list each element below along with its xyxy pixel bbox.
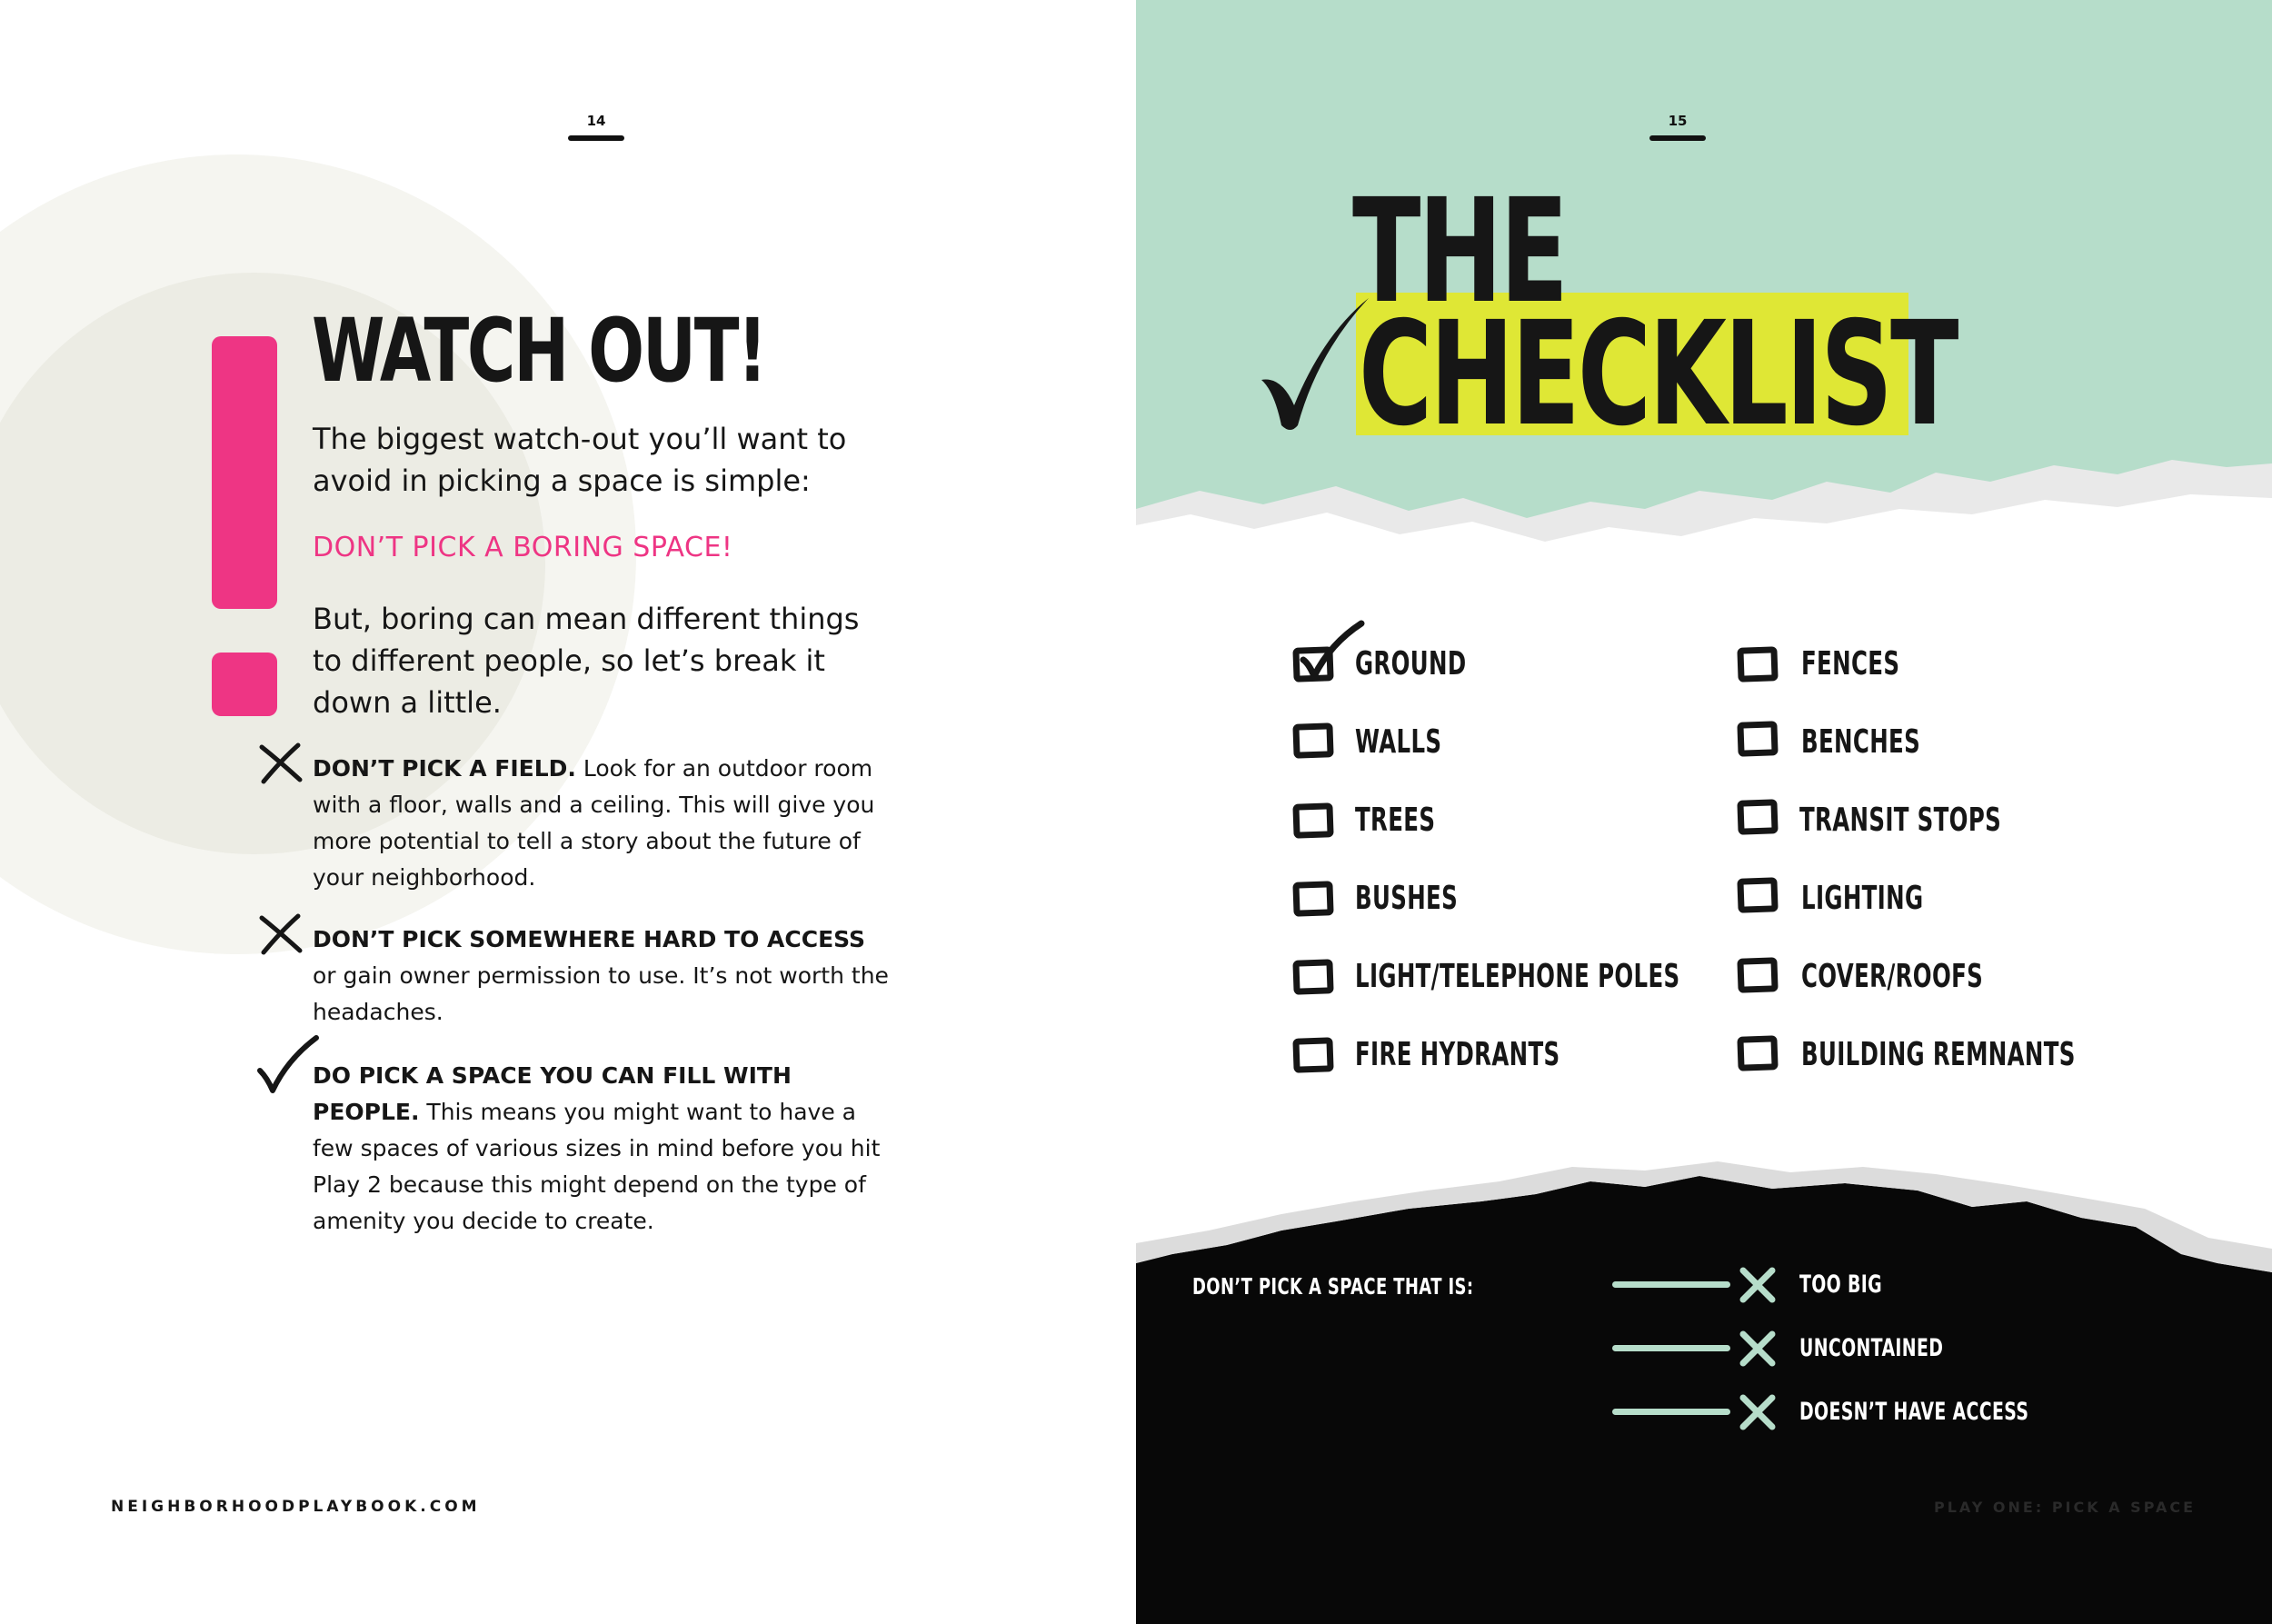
- connector-line: [1612, 1345, 1730, 1351]
- torn-paper-edge-top: [1136, 454, 2272, 609]
- cross-icon: [256, 742, 305, 785]
- connector-line: [1612, 1281, 1730, 1288]
- tip-item: [313, 751, 894, 896]
- checkbox-benches[interactable]: [1737, 721, 1778, 757]
- tip-item: [313, 1058, 894, 1240]
- cross-icon: [1738, 1392, 1778, 1432]
- section-footer: PLAY ONE: PICK A SPACE: [1934, 1499, 2196, 1516]
- page-number-rule: [568, 135, 624, 141]
- checkbox-fences[interactable]: [1737, 646, 1778, 682]
- checklist-item-bushes: BUSHES: [1355, 880, 1459, 917]
- page-number-right: 15: [1668, 113, 1688, 129]
- checklist-item-building-remnants: BUILDING REMNANTS: [1801, 1036, 2076, 1073]
- checkbox-walls[interactable]: [1292, 722, 1333, 759]
- checkbox-poles[interactable]: [1292, 959, 1333, 995]
- checklist-item-benches: BENCHES: [1801, 723, 1921, 761]
- checkbox-transit-stops[interactable]: [1737, 799, 1778, 835]
- cross-icon: [1738, 1329, 1778, 1369]
- exclamation-bar-icon: [212, 336, 277, 609]
- checklist-item-poles: LIGHT/TELEPHONE POLES: [1355, 958, 1680, 995]
- connector-line: [1612, 1409, 1730, 1415]
- checklist-item-ground: GROUND: [1355, 645, 1467, 682]
- check-icon: [256, 1034, 320, 1096]
- dont-pick-item-uncontained: UNCONTAINED: [1799, 1334, 1944, 1362]
- cross-icon: [256, 912, 305, 956]
- dont-pick-title: DON’T PICK A SPACE THAT IS:: [1192, 1273, 1474, 1300]
- checklist-item-cover-roofs: COVER/ROOFS: [1801, 958, 1984, 995]
- tip-item: [313, 922, 894, 1031]
- checkbox-cover-roofs[interactable]: [1737, 957, 1778, 993]
- checklist-item-hydrants: FIRE HYDRANTS: [1355, 1036, 1560, 1073]
- checkbox-hydrants[interactable]: [1292, 1037, 1333, 1073]
- website-footer: NEIGHBORHOODPLAYBOOK.COM: [111, 1498, 481, 1516]
- dont-pick-item-too-big: TOO BIG: [1799, 1270, 1883, 1299]
- checklist-item-transit-stops: TRANSIT STOPS: [1799, 802, 2002, 839]
- tip-lead: DO PICK A SPACE YOU CAN FILL WITH PEOPLE.: [313, 1062, 792, 1125]
- checkbox-bushes[interactable]: [1292, 881, 1333, 917]
- big-check-icon: [1254, 289, 1372, 443]
- page-number-left: 14: [586, 113, 606, 129]
- cross-icon: [1738, 1265, 1778, 1305]
- tip-lead: DON’T PICK SOMEWHERE HARD TO ACCESS: [313, 926, 866, 952]
- checklist-item-lighting: LIGHTING: [1801, 880, 1924, 917]
- intro-paragraph: The biggest watch-out you’ll want to avoid in picking a space is simple:: [313, 422, 847, 498]
- right-page: [1136, 0, 2272, 1624]
- checklist-item-walls: WALLS: [1355, 723, 1442, 761]
- checkbox-lighting[interactable]: [1737, 877, 1778, 913]
- heading-checklist: CHECKLIST: [1359, 291, 1957, 458]
- checkbox-building-remnants[interactable]: [1737, 1035, 1778, 1071]
- checklist-item-fences: FENCES: [1801, 645, 1900, 682]
- heading-the: THE: [1352, 168, 1567, 335]
- checklist-item-trees: TREES: [1355, 802, 1436, 839]
- exclamation-dot-icon: [212, 653, 277, 716]
- page-number-rule: [1649, 135, 1706, 141]
- tip-body: Look for an outdoor room with a floor, walls and a ceiling. This will give you more potential to tell a story about the future of your neighborhood.: [313, 755, 875, 891]
- dont-pick-item-no-access: DOESN’T HAVE ACCESS: [1799, 1398, 2029, 1426]
- checkbox-trees[interactable]: [1292, 802, 1333, 839]
- tip-body: This means you might want to have a few spaces of various sizes in mind before you hit Play 2 because this might depend on the type of amenity you decide to create.: [313, 1099, 881, 1234]
- tip-lead: DON’T PICK A FIELD.: [313, 755, 576, 782]
- tip-body: or gain owner permission to use. It’s not worth the headaches.: [313, 962, 889, 1025]
- intro-paragraph-2: But, boring can mean different things to different people, so let’s break it down a little.: [313, 602, 860, 720]
- page-title: WATCH OUT!: [312, 300, 766, 402]
- warning-callout: DON’T PICK A BORING SPACE!: [313, 532, 733, 563]
